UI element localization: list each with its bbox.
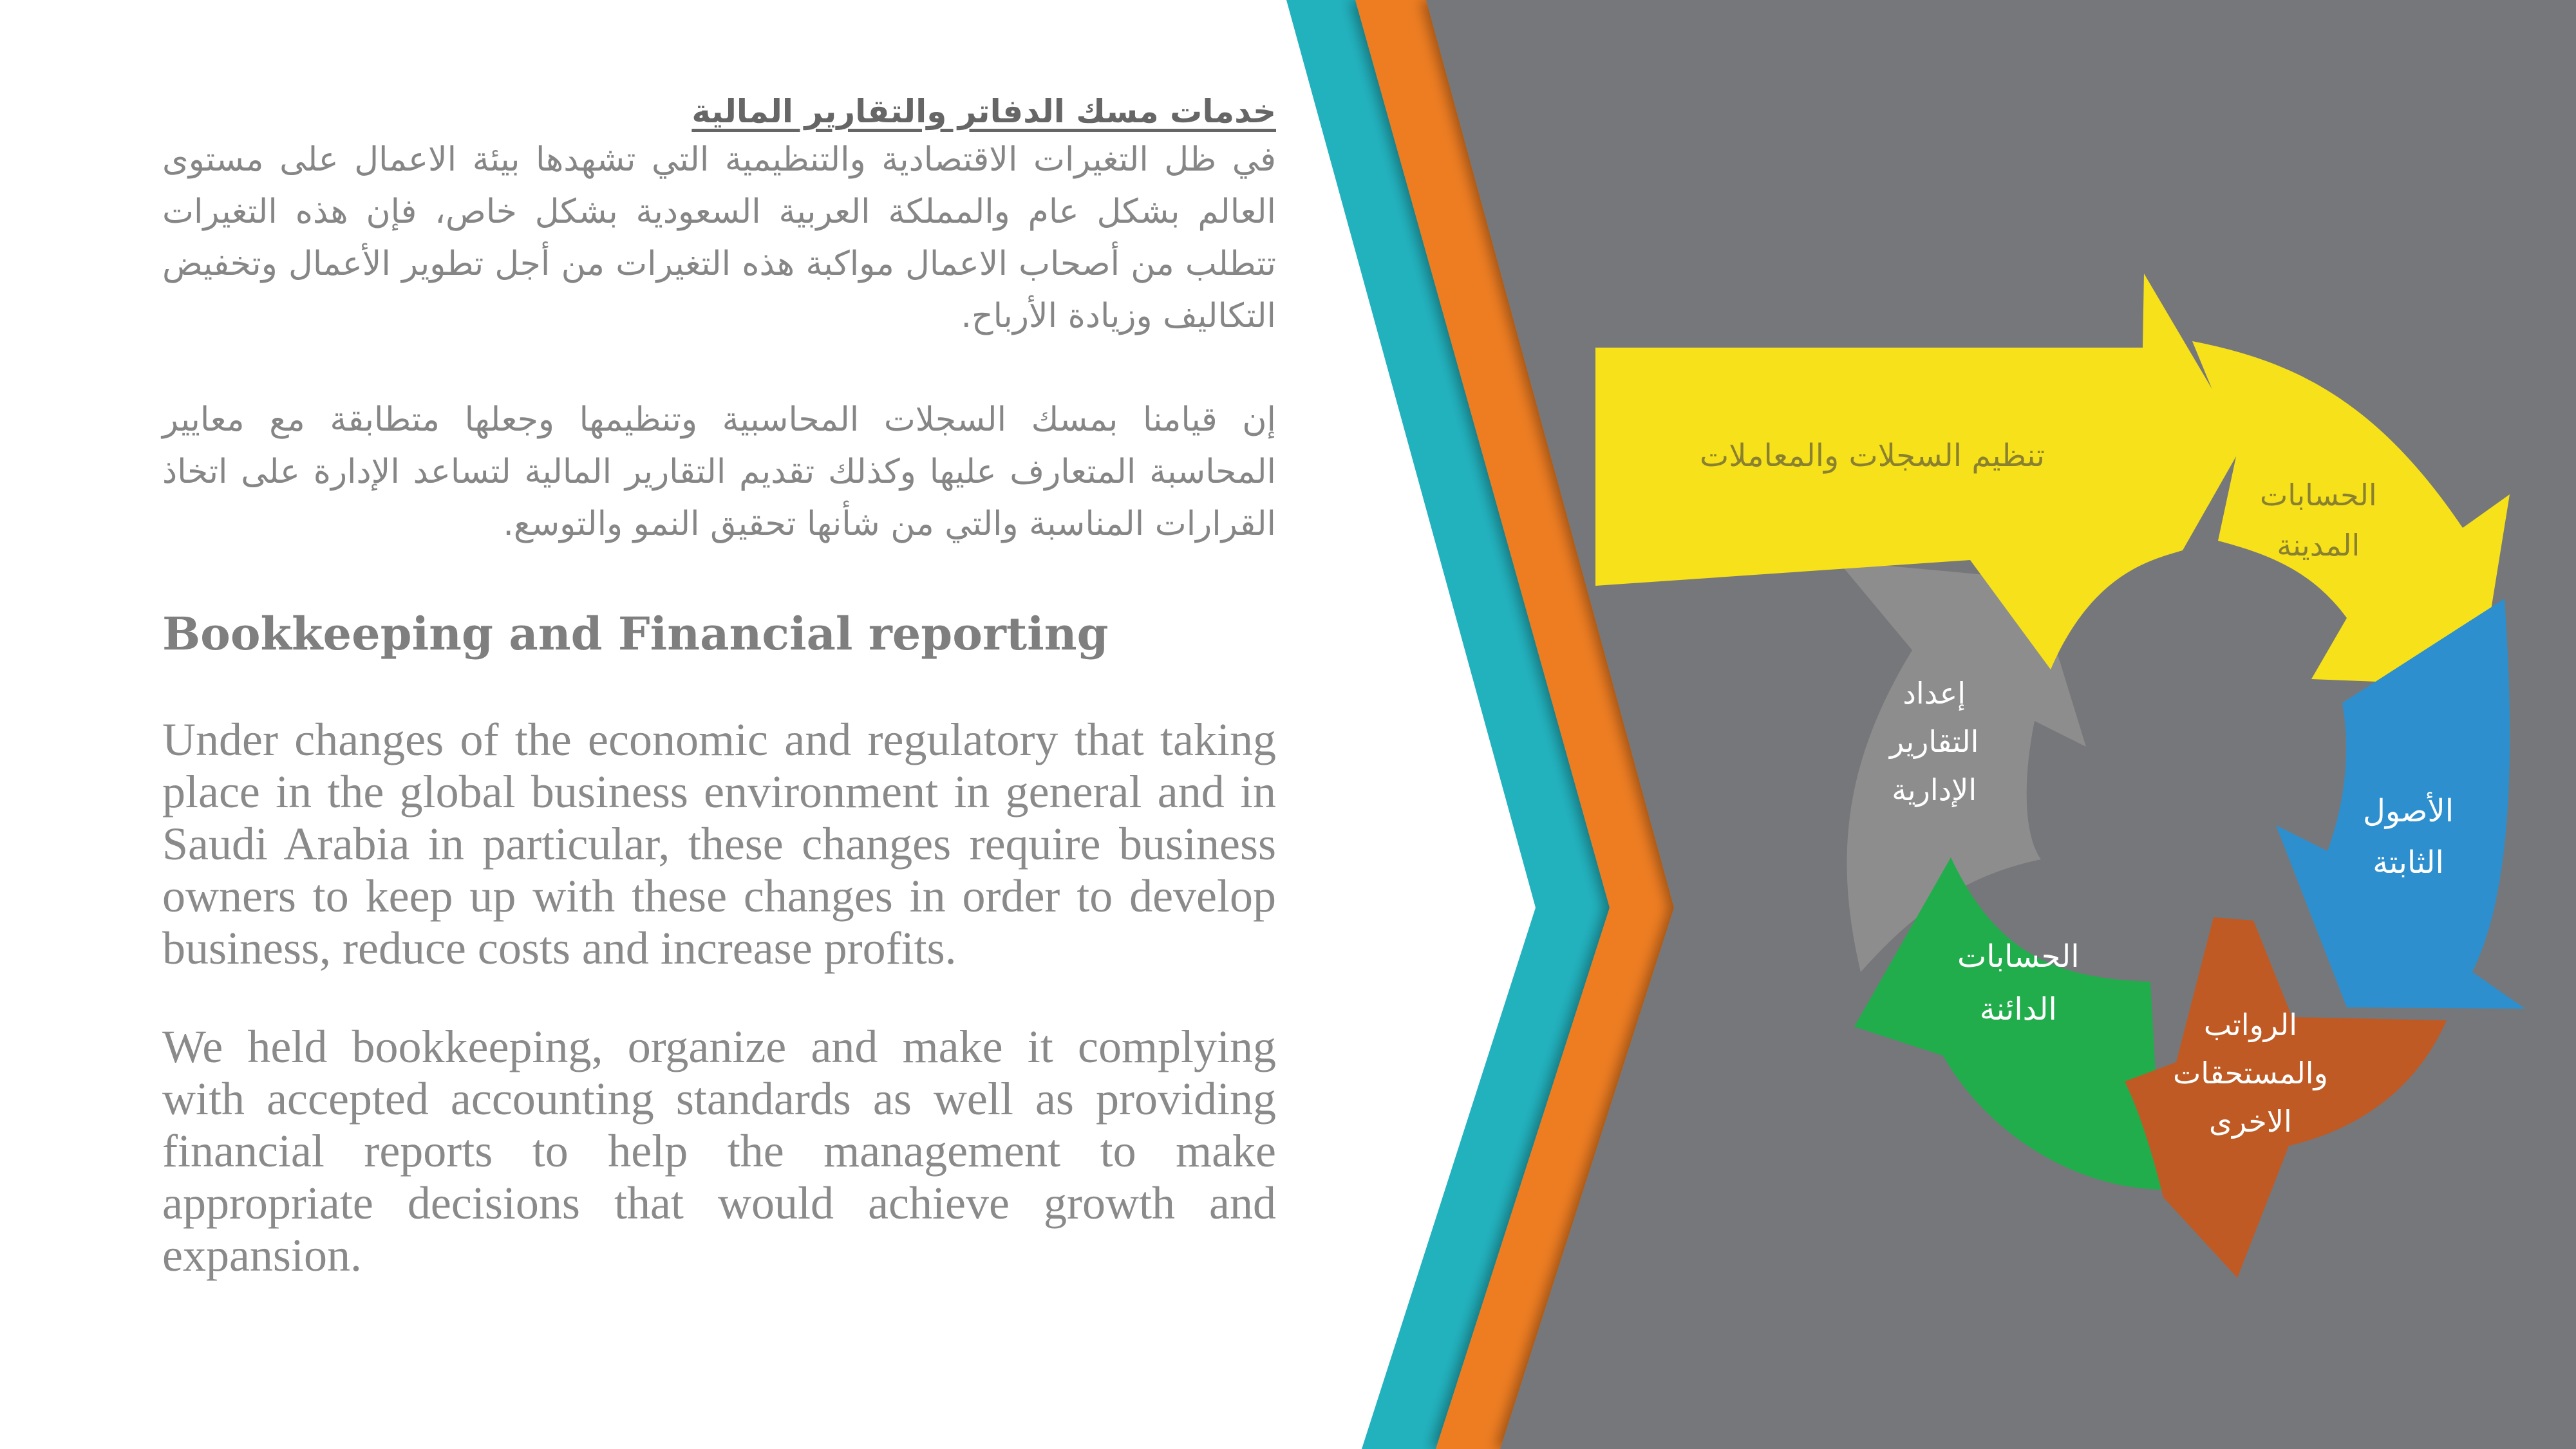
label-payables-line1: الحسابات [1957,939,2080,975]
label-records: تنظيم السجلات والمعاملات [1700,438,2045,474]
label-payroll-line1: الرواتب [2203,1007,2297,1042]
label-payroll-line2: والمستحقات [2173,1056,2328,1090]
label-receivables [2260,470,2377,570]
label-receivables-line2: المدينة [2277,528,2360,563]
label-payroll [2173,1001,2328,1146]
label-reports-line2: التقارير [1890,724,1979,759]
english-title: Bookkeeping and Financial reporting [162,606,1109,660]
label-reports-line3: الإدارية [1892,772,1977,807]
label-fixed-assets-line1: الأصول [2363,793,2454,829]
label-receivables-line1: الحسابات [2260,478,2377,512]
label-payables [1957,930,2080,1036]
label-fixed-assets [2363,785,2454,888]
label-reports [1890,669,1979,814]
english-paragraph-1: Under changes of the economic and regulatory that taking place in the global business environment in general and in Saudi Arabia in particular, these changes require business owners to keep up with these changes in order to develop business, reduce costs and increase profits. [162,713,1276,974]
arabic-paragraph-1: في ظل التغيرات الاقتصادية والتنظيمية التي تشهدها بيئة الاعمال على مستوى العالم بشكل عام والمملكة العربية السعودية بشكل خاص، فإن هذه التغيرات تتطلب من أصحاب الاعمال مواكبة هذه التغيرات من أجل تطوير الأعمال وتخفيض التكاليف وزيادة الأرباح. [162,140,1276,335]
text-column [162,90,1276,1282]
label-payroll-line3: الاخرى [2208,1104,2292,1139]
arabic-title: خدمات مسك الدفاتر والتقارير المالية [691,93,1276,130]
english-paragraph-2: We held bookkeeping, organize and make it complying with accepted accounting standards as well as providing financial reports to help the management to make appropriate decisions that would achieve growth and expansion. [162,1020,1276,1281]
label-payables-line2: الدائنة [1979,991,2057,1027]
arabic-paragraph-2: إن قيامنا بمسك السجلات المحاسبية وتنظيمها وجعلها متطابقة مع معايير المحاسبة المتعارف عليها وكذلك تقديم التقارير المالية لتساعد الإدارة على اتخاذ القرارات المناسبة والتي من شأنها تحقيق النمو والتوسع. [162,400,1276,543]
label-fixed-assets-line2: الثابتة [2373,845,2444,881]
label-reports-line1: إعداد [1903,676,1966,711]
